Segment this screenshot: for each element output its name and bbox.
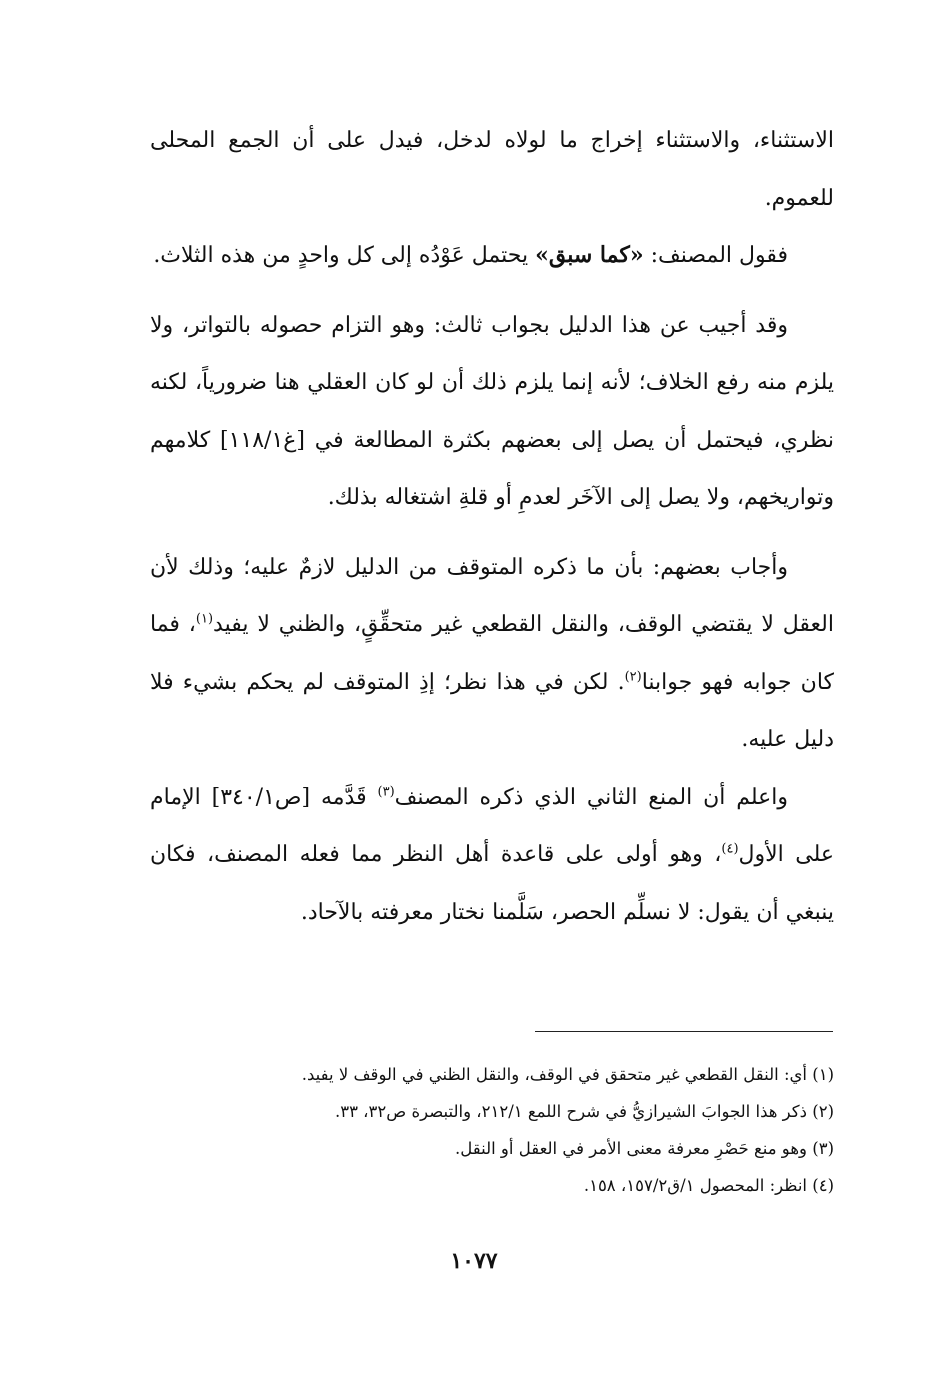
footnote-2: (٢) ذكر هذا الجوابَ الشيرازيُّ في شرح اللمع ٢١٢/١، والتبصرة ص٣٢، ٣٣.: [334, 1102, 834, 1121]
p4-part-b: ، فما كان جوابه فهو جوابنا: [150, 612, 834, 695]
footnote-1: (١) أي: النقل القطعي غير متحقق في الوقف، والنقل الظني في الوقف لا يفيد.: [301, 1065, 834, 1084]
main-text: [150, 112, 834, 941]
paragraph-1: الاستثناء، والاستثناء إخراج ما لولاه لدخل، فيدل على أن الجمع المحلى للعموم.: [150, 128, 834, 211]
paragraph-2: [150, 227, 834, 285]
paragraph-3: [150, 297, 834, 527]
p5-part-b: قَدَّمه [ص٣٤٠/١] الإمام على الأول: [150, 784, 834, 867]
footnote-separator: [535, 1031, 833, 1032]
page-number: ١٠٧٧: [450, 1248, 498, 1274]
p2-intro: فقول المصنف:: [643, 243, 788, 268]
p5-part-a: واعلم أن المنع الثاني الذي ذكره المصنف: [394, 784, 789, 810]
p5-part-c: ، وهو أولى على قاعدة أهل النظر مما فعله المصنف، فكان ينبغي أن يقول: لا نسلِّم الحصر، سَلَّمنا نختار معرفته بالآحاد.: [150, 842, 834, 925]
footnote-4: (٤) انظر: المحصول ١/ق١٥٧/٢، ١٥٨.: [583, 1176, 834, 1195]
footnote-ref-4: (٤): [721, 841, 739, 857]
p4-part-c: . لكن في هذا نظر؛ إذِ المتوقف لم يحكم بشيء فلا دليل عليه.: [150, 669, 834, 752]
footnote-3: (٣) وهو منع حَصْرِ معرفة معنى الأمر في العقل أو النقل.: [455, 1139, 834, 1158]
p2-rest: يحتمل عَوْدُه إلى كل واحدٍ من هذه الثلاث.: [153, 243, 536, 268]
footnote-ref-2: (٢): [624, 669, 642, 685]
p4-part-a: وأجاب بعضهم: بأن ما ذكره المتوقف من الدليل لازمٌ عليه؛ وذلك لأن العقل لا يقتضي الوقف، والنقل القطعي غير متحقِّقٍ، والظني لا يفيد: [150, 554, 834, 637]
paragraph-5: [150, 769, 834, 942]
footnote-ref-3: (٣): [377, 784, 395, 800]
footnotes-list: [150, 1056, 834, 1204]
p3-text: وقد أجيب عن هذا الدليل بجواب ثالث: وهو التزام حصوله بالتواتر، ولا يلزم منه رفع الخلاف؛ لأنه إنما يلزم ذلك أن لو كان العقلي هنا ضرورياً، لكنه نظري، فيحتمل أن يصل إلى بعضهم بكثرة المطالعة في [غ١١٨/١] كلامهم وتواريخهم، ولا يصل إلى الآخَر لعدمِ أو قلةِ اشتغاله بذلك.: [150, 312, 835, 510]
paragraph-4: [150, 539, 834, 769]
p2-quote: «كما سبق»: [535, 242, 644, 268]
footnote-ref-1: (١): [195, 611, 214, 627]
